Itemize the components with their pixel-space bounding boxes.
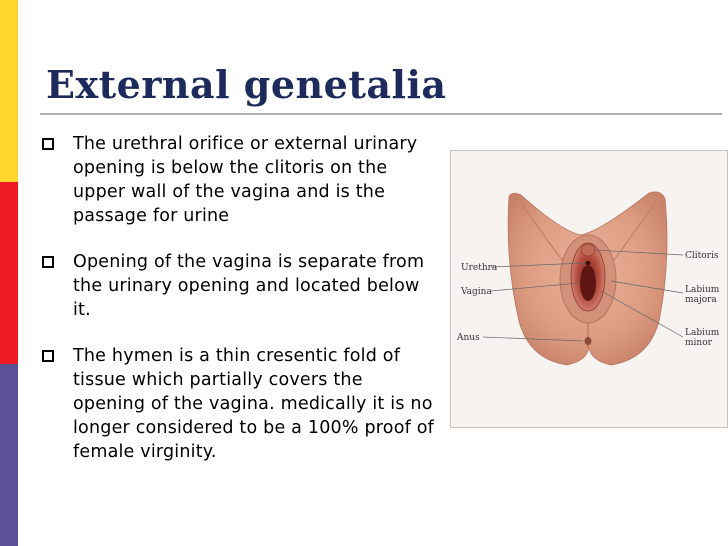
bullet-item: [40, 132, 440, 228]
bullet-item: [40, 344, 440, 464]
vaginal-opening-shape: [580, 265, 596, 301]
accent-bar-purple: [0, 364, 18, 546]
label-anus: Anus: [457, 333, 480, 343]
square-bullet-icon: [42, 256, 54, 268]
accent-bar-yellow: [0, 0, 18, 182]
bullet-list: [40, 132, 440, 464]
anus-shape: [585, 337, 592, 345]
label-urethra: Urethra: [461, 263, 498, 273]
title-divider: [40, 113, 722, 115]
label-labium-minor-line1: Labium: [685, 328, 720, 338]
bullet-item: [40, 250, 440, 322]
bullet-text: The urethral orifice or external urinary opening is below the clitoris on the upper wall of the vagina and is the passage for urine: [73, 134, 418, 226]
label-labium-minor-line2: minor: [685, 338, 712, 348]
bullet-text: The hymen is a thin cresentic fold of tissue which partially covers the opening of the vagina. medically it is no longer considered to be a 100% proof of female virginity.: [73, 346, 434, 462]
anatomy-figure: [450, 150, 728, 428]
label-vagina: Vagina: [461, 287, 492, 297]
square-bullet-icon: [42, 350, 54, 362]
label-labium-majora-line2: majora: [685, 295, 717, 305]
label-labium-majora-line1: Labium: [685, 285, 720, 295]
label-clitoris: Clitoris: [685, 251, 719, 261]
clitoris-shape: [581, 244, 595, 256]
slide-title: External genetalia: [46, 62, 447, 107]
square-bullet-icon: [42, 138, 54, 150]
anatomy-illustration: [451, 151, 727, 427]
bullet-text: Opening of the vagina is separate from the urinary opening and located below it.: [73, 252, 425, 320]
accent-bar-red: [0, 182, 18, 364]
